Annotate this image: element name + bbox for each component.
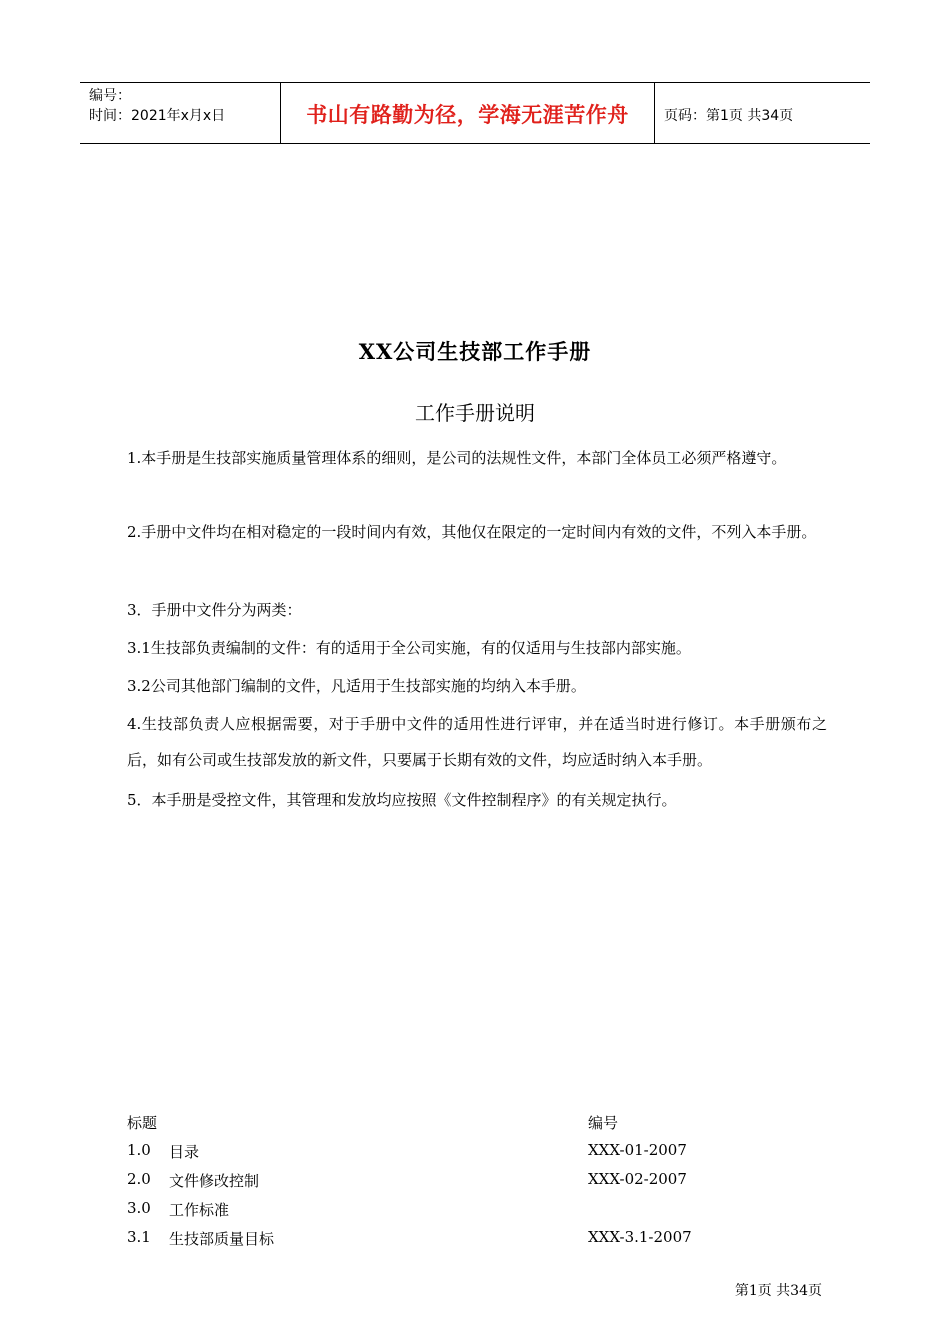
header-page-code: 页码：第1页 共34页: [664, 108, 794, 124]
paragraph-5: 5．本手册是受控文件，其管理和发放均应按照《文件控制程序》的有关规定执行。: [127, 791, 677, 809]
contents-header-row: [127, 1112, 747, 1141]
page-footer: 第1页 共34页: [734, 1283, 822, 1299]
paragraph-3: 3．手册中文件分为两类：: [127, 601, 302, 619]
document-subtitle: 工作手册说明: [415, 401, 535, 425]
contents-row: [127, 1141, 747, 1170]
contents-row-name: 目录: [169, 1143, 200, 1161]
contents-row: [127, 1228, 747, 1257]
contents-row: [127, 1170, 747, 1199]
header-meta-cell: [80, 83, 281, 143]
contents-row-number: 3.1: [127, 1228, 151, 1246]
header-page-cell: [655, 83, 870, 143]
contents-row-number: 1.0: [127, 1141, 151, 1159]
contents-row-name: 工作标准: [169, 1201, 230, 1219]
contents-row-number: 2.0: [127, 1170, 151, 1188]
contents-row-code: XXX-01-2007: [588, 1141, 687, 1159]
document-time-label: 时间：2021年x月x日: [89, 108, 226, 124]
contents-row: [127, 1199, 747, 1228]
contents-table: [127, 1112, 747, 1257]
contents-row-name: 生技部质量目标: [169, 1230, 275, 1248]
contents-col-title: 标题: [127, 1114, 158, 1132]
header-motto: 书山有路勤为径，学海无涯苦作舟: [306, 103, 629, 127]
contents-row-code: XXX-02-2007: [588, 1170, 687, 1188]
contents-col-code: 编号: [588, 1114, 619, 1132]
paragraph-3-2: 3.2公司其他部门编制的文件，凡适用于生技部实施的均纳入本手册。: [127, 677, 586, 695]
document-header: [80, 82, 870, 144]
paragraph-3-1: 3.1生技部负责编制的文件：有的适用于全公司实施，有的仅适用与生技部内部实施。: [127, 639, 691, 657]
paragraph-4: 4.生技部负责人应根据需要，对于手册中文件的适用性进行评审，并在适当时进行修订。本手册颁布之后，如有公司或生技部发放的新文件，只要属于长期有效的文件，均应适时纳入本手册。: [127, 715, 827, 769]
paragraph-1: 1.本手册是生技部实施质量管理体系的细则，是公司的法规性文件，本部门全体员工必须严格遵守。: [127, 449, 787, 467]
document-title: XX公司生技部工作手册: [358, 339, 592, 364]
paragraph-2: 2.手册中文件均在相对稳定的一段时间内有效，其他仅在限定的一定时间内有效的文件，不列入本手册。: [127, 523, 817, 541]
header-motto-cell: [281, 83, 655, 143]
contents-row-code: XXX-3.1-2007: [588, 1228, 692, 1246]
contents-row-name: 文件修改控制: [169, 1172, 260, 1190]
document-number-label: 编号：: [89, 88, 131, 104]
contents-row-number: 3.0: [127, 1199, 151, 1217]
